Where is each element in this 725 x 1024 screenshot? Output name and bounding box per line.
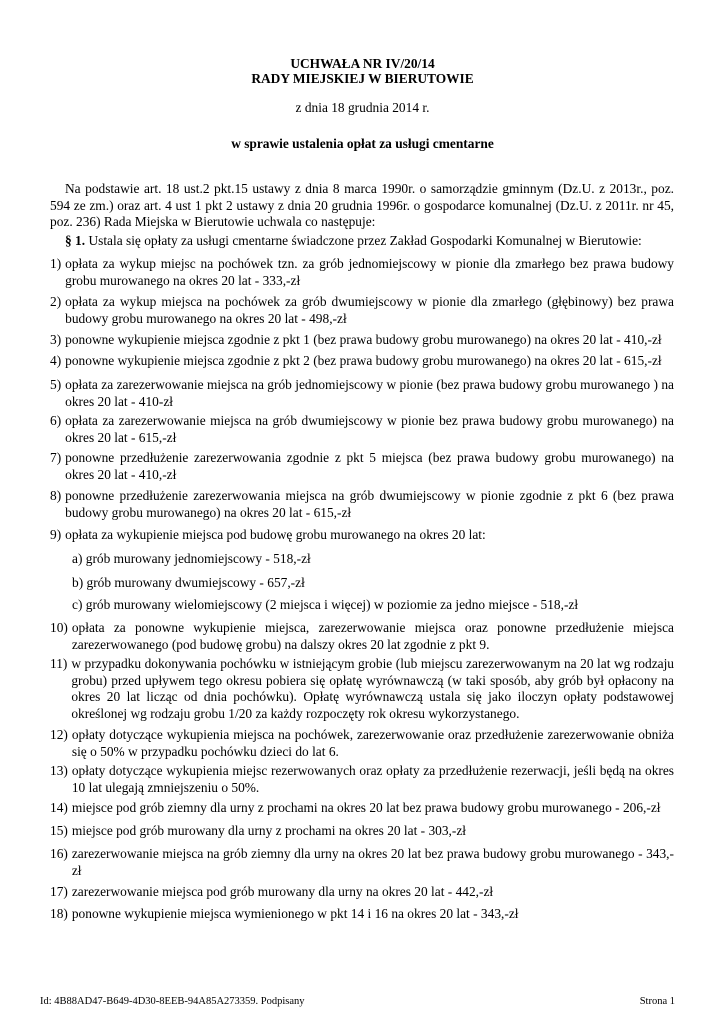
list-item: 11) w przypadku dokonywania pochówku w istniejącym grobie (lub miejscu zarezerwowanym na 20 lat wg rodzaju grobu) przed upływem tego okresu pobiera się opłatę wyrównawczą (w taki sposób, aby grób był opłacony na okres 20 lat licząc od dnia pochówku). Opłatę wyrównawczą ustala się jako iloczyn opłaty podstawowej określonej wg rodzaju grobu 1/20 za każdy rozpoczęty rok okresu wykorzystanego. <box>50 656 674 721</box>
list-item: 3) ponowne wykupienie miejsca zgodnie z pkt 1 (bez prawa budowy grobu murowanego) na okres 20 lat - 410,-zł <box>50 332 662 347</box>
list-item: 15) miejsce pod grób murowany dla urny z prochami na okres 20 lat - 303,-zł <box>50 823 467 838</box>
section-1 <box>50 233 674 250</box>
resolution-subject: w sprawie ustalenia opłat za usługi cmentarne <box>231 136 494 151</box>
list-item: 4) ponowne wykupienie miejsca zgodnie z pkt 2 (bez prawa budowy grobu murowanego) na okres 20 lat - 615,-zł <box>50 353 662 368</box>
list-item: 2) opłata za wykup miejsca na pochówek za grób dwumiejscowy w pionie dla zmarłego (głębinowy) bez prawa budowy grobu murowanego na okres 20 lat - 498,-zł <box>50 294 674 326</box>
list-item: 6) opłata za zarezerwowanie miejsca na grób dwumiejscowy w pionie bez prawa budowy grobu murowanego) na okres 20 lat - 615,-zł <box>50 413 674 445</box>
list-item: 17) zarezerwowanie miejsca pod grób murowany dla urny na okres 20 lat - 442,-zł <box>50 884 494 899</box>
document-id: Id: 4B88AD47-B649-4D30-8EEB-94A85A273359. Podpisany <box>40 996 305 1007</box>
list-item: 8) ponowne przedłużenie zarezerwowania miejsca na grób dwumiejscowy w pionie zgodnie z pkt 6 (bez prawa budowy grobu murowanego) na okres 20 lat - 615,-zł <box>50 488 674 520</box>
list-item: 9) opłata za wykupienie miejsca pod budowę grobu murowanego na okres 20 lat: <box>50 527 486 542</box>
sub-item-b: b) grób murowany dwumiejscowy - 657,-zł <box>72 575 305 590</box>
list-item: 12) opłaty dotyczące wykupienia miejsca na pochówek, zarezerwowanie oraz przedłużenie zarezerwowanie obniża się o 50% w przypadku pochówku dzieci do lat 6. <box>50 727 674 759</box>
page-number: Strona 1 <box>639 996 675 1007</box>
title-line-2: RADY MIEJSKIEJ W BIERUTOWIE <box>251 71 474 86</box>
sub-item-c: c) grób murowany wielomiejscowy (2 miejsca i więcej) w poziomie za jedno miejsce - 518,-zł <box>72 597 579 612</box>
list-item: 13) opłaty dotyczące wykupienia miejsc rezerwowanych oraz opłaty za przedłużenie rezerwacji, jeśli będą na okres 10 lat ulegają zmniejszeniu o 50%. <box>50 763 674 795</box>
section-1-label: § 1. <box>65 233 86 248</box>
list-item: 1) opłata za wykup miejsc na pochówek tzn. za grób jednomiejscowy w pionie dla zmarłego bez prawa budowy grobu murowanego na okres 20 lat - 333,-zł <box>50 256 674 288</box>
list-item: 14) miejsce pod grób ziemny dla urny z prochami na okres 20 lat bez prawa budowy grobu murowanego - 206,-zł <box>50 800 661 815</box>
resolution-date: z dnia 18 grudnia 2014 r. <box>295 100 430 115</box>
list-item: 5) opłata za zarezerwowanie miejsca na grób jednomiejscowy w pionie (bez prawa budowy grobu murowanego ) na okres 20 lat - 410-zł <box>50 377 674 409</box>
list-item: 10) opłata za ponowne wykupienie miejsca, zarezerwowanie miejsca oraz ponowne przedłużenie miejsca zarezerwowanego (pod budowę grobu) na dalszy okres 20 lat zgodnie z pkt 9. <box>50 620 674 652</box>
preamble: Na podstawie art. 18 ust.2 pkt.15 ustawy z dnia 8 marca 1990r. o samorządzie gminnym (Dz.U. z 2013r., poz. 594 ze zm.) oraz art. 4 ust 1 pkt 2 ustawy z dnia 20 grudnia 1996r. o gospodarce komunalnej (Dz.U. z 2011r. nr 45, poz. 236) Rada Miejska w Bierutowie uchwala co następuje: <box>50 181 674 229</box>
list-item: 7) ponowne przedłużenie zarezerwowania zgodnie z pkt 5 miejsca (bez prawa budowy grobu murowanego) na okres 20 lat - 410,-zł <box>50 450 674 482</box>
sub-item-a: a) grób murowany jednomiejscowy - 518,-zł <box>72 551 311 566</box>
title-line-1: UCHWAŁA NR IV/20/14 <box>290 56 435 71</box>
section-1-text: Ustala się opłaty za usługi cmentarne świadczone przez Zakład Gospodarki Komunalnej w Bierutowie: <box>85 233 642 248</box>
list-item: 16) zarezerwowanie miejsca na grób ziemny dla urny na okres 20 lat bez prawa budowy grobu murowanego - 343,-zł <box>50 846 674 878</box>
list-item: 18) ponowne wykupienie miejsca wymienionego w pkt 14 i 16 na okres 20 lat - 343,-zł <box>50 906 519 921</box>
